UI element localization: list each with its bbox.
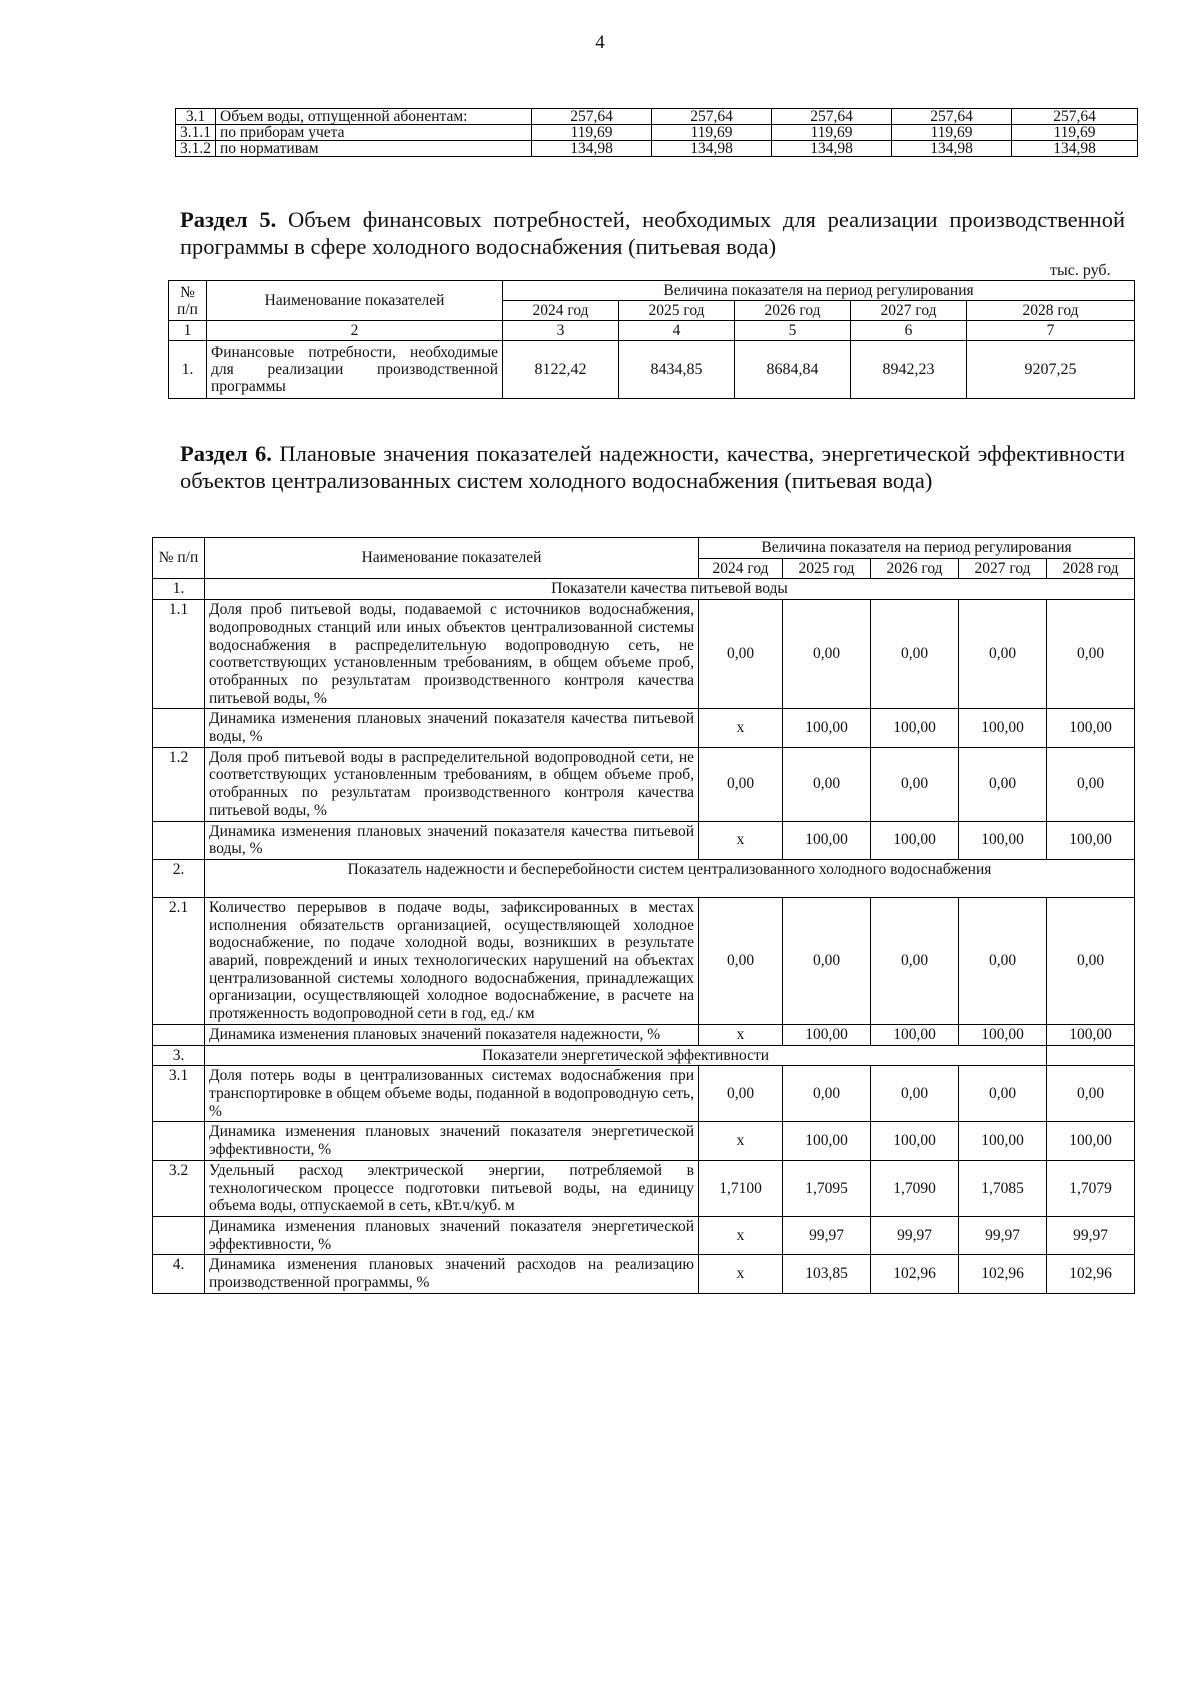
row-number: 2.1: [153, 897, 205, 1024]
header-year: 2024 год: [699, 558, 783, 579]
value-cell: 257,64: [652, 109, 772, 125]
table-row: [153, 747, 1135, 821]
table-row: [153, 1066, 1135, 1122]
value-cell: 100,00: [871, 1024, 959, 1045]
value-cell: 0,00: [699, 897, 783, 1024]
row-number: 1.1: [153, 600, 205, 709]
row-number: 3.2: [153, 1160, 205, 1216]
header-group: Величина показателя на период регулирования: [699, 538, 1135, 559]
table-row: [169, 341, 1135, 399]
row-name: Доля проб питьевой воды в распределительной водопроводной сети, не соответствующих установленным требованиям, в общем объеме проб, отобранных по результатам производственного контроля качества питьевой воды, %: [205, 747, 699, 821]
row-number: 3.1: [153, 1066, 205, 1122]
header-row: [153, 538, 1135, 559]
value-cell: 102,96: [871, 1255, 959, 1293]
value-cell: 9207,25: [967, 341, 1135, 399]
value-cell: 100,00: [1047, 709, 1135, 747]
row-name: Доля потерь воды в централизованных системах водоснабжения при транспортировке в общем объеме воды, поданной в водопроводную сеть, %: [205, 1066, 699, 1122]
indicators-table: [152, 537, 1135, 1294]
value-cell: 8684,84: [735, 341, 851, 399]
row-name: Количество перерывов в подаче воды, зафиксированных в местах исполнения обязательств организацией, осуществляющей холодное водоснабжение, по подаче холодной воды, возникших в результате аварий, повреждений и иных технологических нарушений на объектах централизованной системы холодного водоснабжения, принадлежащих организации, осуществляющей холодное водоснабжение, в расчете на протяженность водопроводной сети в год, ед./ км: [205, 897, 699, 1024]
row-name: Финансовые потребности, необходимые для реализации производственной программы: [207, 341, 503, 399]
table-row: [153, 600, 1135, 709]
value-cell: 100,00: [783, 709, 871, 747]
value-cell: 0,00: [783, 600, 871, 709]
group-title: Показатель надежности и бесперебойности систем централизованного холодного водоснабжения: [205, 859, 1135, 897]
row-name: Удельный расход электрической энергии, потребляемой в технологическом процессе подготовки питьевой воды, на единицу объема воды, отпускаемой в сеть, кВт.ч/куб. м: [205, 1160, 699, 1216]
value-cell: x: [699, 821, 783, 859]
row-name: Динамика изменения плановых значений показателя качества питьевой воды, %: [205, 821, 699, 859]
column-number: 7: [967, 321, 1135, 341]
value-cell: 119,69: [772, 125, 892, 141]
row-number: 1.2: [153, 747, 205, 821]
header-name: Наименование показателей: [207, 281, 503, 321]
value-cell: 99,97: [871, 1216, 959, 1254]
empty-cell: [153, 709, 205, 747]
row-name: по приборам учета: [216, 125, 532, 141]
value-cell: 100,00: [783, 821, 871, 859]
table-row: [176, 109, 1138, 125]
value-cell: 100,00: [959, 821, 1047, 859]
section5-title: Объем финансовых потребностей, необходимых для реализации производственной программы в сфере холодного водоснабжения (питьевая вода): [180, 207, 1125, 259]
value-cell: 257,64: [892, 109, 1012, 125]
empty-cell: [153, 1216, 205, 1254]
group-row: [153, 1045, 1135, 1066]
column-number: 1: [169, 321, 207, 341]
value-cell: 134,98: [532, 141, 652, 157]
row-number: 3.1.1: [176, 125, 216, 141]
header-year: 2027 год: [851, 301, 967, 321]
value-cell: 100,00: [1047, 1024, 1135, 1045]
value-cell: 0,00: [1047, 1066, 1135, 1122]
header-num: № п/п: [169, 281, 207, 321]
table-row: [153, 1255, 1135, 1293]
value-cell: x: [699, 1122, 783, 1160]
table-row: [176, 141, 1138, 157]
value-cell: 0,00: [1047, 897, 1135, 1024]
header-year: 2026 год: [871, 558, 959, 579]
value-cell: 102,96: [959, 1255, 1047, 1293]
header-row: [169, 281, 1135, 301]
value-cell: 100,00: [1047, 1122, 1135, 1160]
value-cell: 119,69: [532, 125, 652, 141]
header-num: № п/п: [153, 538, 205, 579]
row-number: 3.1.2: [176, 141, 216, 157]
table-row: [153, 897, 1135, 1024]
value-cell: 1,7079: [1047, 1160, 1135, 1216]
table-row: [153, 1160, 1135, 1216]
header-year: 2028 год: [1047, 558, 1135, 579]
group-title: Показатели энергетической эффективности: [205, 1045, 1047, 1066]
value-cell: 134,98: [772, 141, 892, 157]
empty-cell: [153, 1122, 205, 1160]
header-year: 2024 год: [503, 301, 619, 321]
section6-title-bold: Раздел 6.: [180, 441, 272, 466]
table-row: [176, 125, 1138, 141]
header-year: 2027 год: [959, 558, 1047, 579]
value-cell: 100,00: [783, 1122, 871, 1160]
value-cell: 257,64: [1012, 109, 1138, 125]
column-number: 6: [851, 321, 967, 341]
value-cell: 8122,42: [503, 341, 619, 399]
value-cell: 100,00: [1047, 821, 1135, 859]
value-cell: 8434,85: [619, 341, 735, 399]
section6-heading: [180, 440, 1125, 494]
empty-cell: [153, 1024, 205, 1045]
value-cell: 0,00: [871, 747, 959, 821]
value-cell: 0,00: [783, 1066, 871, 1122]
table-row: [153, 1024, 1135, 1045]
value-cell: 0,00: [959, 747, 1047, 821]
table-row: [153, 1122, 1135, 1160]
value-cell: 0,00: [1047, 600, 1135, 709]
section5-heading: [180, 206, 1125, 260]
value-cell: 134,98: [892, 141, 1012, 157]
row-number: 1.: [169, 341, 207, 399]
value-cell: 0,00: [959, 1066, 1047, 1122]
header-name: Наименование показателей: [205, 538, 699, 579]
column-number: 2: [207, 321, 503, 341]
value-cell: 100,00: [959, 1024, 1047, 1045]
value-cell: 100,00: [959, 1122, 1047, 1160]
value-cell: x: [699, 709, 783, 747]
column-number: 5: [735, 321, 851, 341]
value-cell: 134,98: [1012, 141, 1138, 157]
value-cell: 0,00: [871, 897, 959, 1024]
value-cell: 100,00: [959, 709, 1047, 747]
table-row: [153, 821, 1135, 859]
value-cell: 0,00: [871, 600, 959, 709]
value-cell: 99,97: [783, 1216, 871, 1254]
value-cell: 119,69: [892, 125, 1012, 141]
row-name: Динамика изменения плановых значений показателя надежности, %: [205, 1024, 699, 1045]
value-cell: 0,00: [783, 747, 871, 821]
value-cell: 0,00: [699, 600, 783, 709]
header-year: 2025 год: [783, 558, 871, 579]
group-number: 3.: [153, 1045, 205, 1066]
row-number: 3.1: [176, 109, 216, 125]
header-group: Величина показателя на период регулирования: [503, 281, 1135, 301]
header-year: 2025 год: [619, 301, 735, 321]
value-cell: 0,00: [783, 897, 871, 1024]
value-cell: 0,00: [871, 1066, 959, 1122]
value-cell: x: [699, 1216, 783, 1254]
table-row: [153, 709, 1135, 747]
value-cell: 0,00: [1047, 747, 1135, 821]
value-cell: 257,64: [772, 109, 892, 125]
header-year: 2028 год: [967, 301, 1135, 321]
value-cell: 8942,23: [851, 341, 967, 399]
group-number: 1.: [153, 579, 205, 600]
value-cell: 100,00: [783, 1024, 871, 1045]
value-cell: 1,7090: [871, 1160, 959, 1216]
financial-needs-table: [168, 280, 1135, 399]
header-year: 2026 год: [735, 301, 851, 321]
row-name: Динамика изменения плановых значений показателя энергетической эффективности, %: [205, 1216, 699, 1254]
page-number: 4: [595, 32, 605, 53]
value-cell: x: [699, 1255, 783, 1293]
value-cell: 1,7085: [959, 1160, 1047, 1216]
value-cell: 0,00: [699, 747, 783, 821]
volume-table: [175, 108, 1138, 157]
section5-title-bold: Раздел 5.: [180, 207, 277, 232]
value-cell: 99,97: [1047, 1216, 1135, 1254]
value-cell: 0,00: [699, 1066, 783, 1122]
value-cell: 119,69: [652, 125, 772, 141]
value-cell: 257,64: [532, 109, 652, 125]
value-cell: 100,00: [871, 1122, 959, 1160]
table-row: [153, 1216, 1135, 1254]
value-cell: 1,7100: [699, 1160, 783, 1216]
group-title: Показатели качества питьевой воды: [205, 579, 1135, 600]
value-cell: 134,98: [652, 141, 772, 157]
row-name: Динамика изменения плановых значений расходов на реализацию производственной программы, %: [205, 1255, 699, 1293]
value-cell: 103,85: [783, 1255, 871, 1293]
section6-title: Плановые значения показателей надежности, качества, энергетической эффективности объектов централизованных систем холодного водоснабжения (питьевая вода): [180, 441, 1125, 493]
column-number: 4: [619, 321, 735, 341]
units-label: тыс. руб.: [1050, 262, 1111, 279]
value-cell: 1,7095: [783, 1160, 871, 1216]
value-cell: 100,00: [871, 709, 959, 747]
value-cell: 0,00: [959, 600, 1047, 709]
group-number: 2.: [153, 859, 205, 897]
row-name: Динамика изменения плановых значений показателя энергетической эффективности, %: [205, 1122, 699, 1160]
value-cell: 102,96: [1047, 1255, 1135, 1293]
group-row: [153, 859, 1135, 897]
value-cell: x: [699, 1024, 783, 1045]
value-cell: 100,00: [871, 821, 959, 859]
value-cell: 119,69: [1012, 125, 1138, 141]
empty-cell: [153, 821, 205, 859]
row-name: Доля проб питьевой воды, подаваемой с источников водоснабжения, водопроводных станций или иных объектов централизованной системы водоснабжения в распределительную водопроводную сеть, не соответствующих установленным требованиям, в общем объеме проб, отобранных по результатам производственного контроля качества питьевой воды, %: [205, 600, 699, 709]
row-name: Объем воды, отпущенной абонентам:: [216, 109, 532, 125]
value-cell: 99,97: [959, 1216, 1047, 1254]
row-name: по нормативам: [216, 141, 532, 157]
empty-cell: [1047, 1045, 1135, 1066]
group-row: [153, 579, 1135, 600]
column-numbers-row: [169, 321, 1135, 341]
column-number: 3: [503, 321, 619, 341]
value-cell: 0,00: [959, 897, 1047, 1024]
row-name: Динамика изменения плановых значений показателя качества питьевой воды, %: [205, 709, 699, 747]
row-number: 4.: [153, 1255, 205, 1293]
